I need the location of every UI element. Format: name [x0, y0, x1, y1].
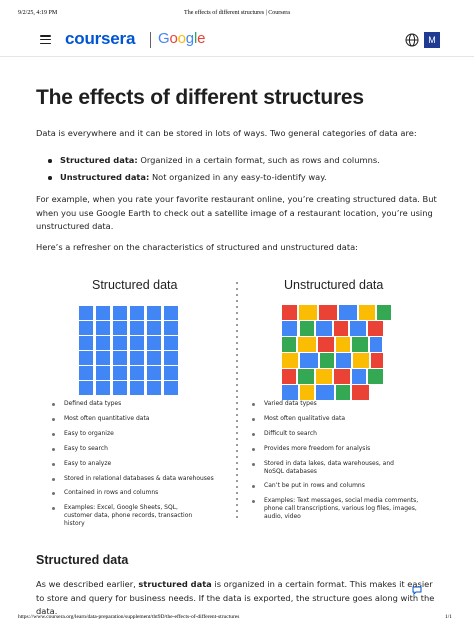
- list-item: Examples: Excel, Google Sheets, SQL, customer data, phone records, transaction history: [52, 504, 202, 528]
- bullet-term: Structured data:: [60, 155, 138, 165]
- data-square: [164, 321, 178, 335]
- paragraph-rest: is organized in a certain format. This makes it easier to store and query for business needs. If the data is exported, the structure goes along with the data.: [36, 579, 435, 616]
- print-header: [0, 10, 474, 20]
- structured-data-paragraph: [36, 578, 440, 619]
- data-block: [300, 321, 314, 336]
- data-square: [113, 351, 127, 365]
- data-square: [147, 321, 161, 335]
- data-block: [371, 353, 383, 368]
- list-item: Contained in rows and columns: [52, 489, 222, 497]
- google-logo-letter: G: [158, 30, 170, 47]
- list-item: Easy to search: [52, 445, 222, 453]
- logo-divider: [150, 32, 151, 48]
- list-item: [48, 169, 440, 186]
- divider-dot: [236, 282, 238, 284]
- menu-icon[interactable]: [40, 35, 51, 44]
- data-block: [352, 337, 368, 352]
- data-block: [319, 305, 337, 320]
- page-number: 1/1: [444, 614, 452, 620]
- coursera-logo[interactable]: coursera: [65, 29, 136, 48]
- data-square: [130, 366, 144, 380]
- data-square: [130, 336, 144, 350]
- divider-dot: [236, 360, 238, 362]
- divider-dot: [236, 438, 238, 440]
- data-square: [79, 366, 93, 380]
- divider-dot: [236, 468, 238, 470]
- divider-dot: [236, 426, 238, 428]
- divider-dot: [236, 474, 238, 476]
- data-square: [147, 306, 161, 320]
- data-square: [96, 336, 110, 350]
- data-block: [300, 385, 314, 400]
- print-footer: [0, 614, 474, 624]
- google-logo-letter: o: [177, 30, 186, 47]
- data-square: [147, 366, 161, 380]
- divider-dot: [236, 342, 238, 344]
- list-item: Most often quantitative data: [52, 415, 222, 423]
- data-square: [113, 321, 127, 335]
- data-block: [300, 353, 318, 368]
- data-square: [147, 351, 161, 365]
- data-square: [96, 381, 110, 395]
- list-item: Can’t be put in rows and columns: [252, 482, 422, 490]
- data-block: [377, 305, 391, 320]
- divider-dot: [236, 408, 238, 410]
- data-block: [282, 369, 296, 384]
- divider-dot: [236, 486, 238, 488]
- data-square: [164, 351, 178, 365]
- globe-icon[interactable]: [405, 33, 419, 47]
- data-square: [130, 351, 144, 365]
- data-block: [334, 369, 350, 384]
- divider-dot: [236, 300, 238, 302]
- divider-dot: [236, 336, 238, 338]
- data-square: [96, 321, 110, 335]
- list-item: Provides more freedom for analysis: [252, 445, 422, 453]
- data-block: [336, 353, 351, 368]
- divider-dot: [236, 462, 238, 464]
- data-block: [298, 337, 316, 352]
- diagram-divider: [236, 282, 238, 522]
- print-url: https://www.coursera.org/learn/data-preparation/supplement/tht9D/the-effects-of-different-structures: [18, 614, 240, 620]
- data-block: [299, 305, 317, 320]
- divider-dot: [236, 294, 238, 296]
- paragraph-lead: As we described earlier,: [36, 579, 139, 589]
- divider-dot: [236, 510, 238, 512]
- user-avatar[interactable]: M: [424, 32, 440, 48]
- list-item: Easy to organize: [52, 430, 222, 438]
- data-block: [368, 321, 383, 336]
- list-item: Most often qualitative data: [252, 415, 422, 423]
- top-navigation-bar: [0, 28, 474, 52]
- divider-dot: [236, 498, 238, 500]
- data-block: [336, 385, 350, 400]
- refresher-paragraph: Here’s a refresher on the characteristics of structured and unstructured data:: [36, 242, 358, 252]
- divider-dot: [236, 420, 238, 422]
- data-block: [298, 369, 314, 384]
- data-block: [370, 337, 382, 352]
- divider-dot: [236, 450, 238, 452]
- data-categories-list: [48, 152, 440, 186]
- data-block: [339, 305, 357, 320]
- bullet-text: Not organized in any easy-to-identify way.: [149, 172, 327, 182]
- list-item: Easy to analyze: [52, 460, 222, 468]
- divider-dot: [236, 312, 238, 314]
- list-item: Stored in relational databases & data warehouses: [52, 475, 222, 483]
- bullet-text: Organized in a certain format, such as rows and columns.: [137, 155, 380, 165]
- divider-dot: [236, 354, 238, 356]
- divider-dot: [236, 444, 238, 446]
- divider-dot: [236, 306, 238, 308]
- divider-dot: [236, 378, 238, 380]
- divider-dot: [236, 480, 238, 482]
- list-item: Stored in data lakes, data warehouses, and NoSQL databases: [252, 460, 412, 476]
- data-square: [96, 306, 110, 320]
- list-item: Difficult to search: [252, 430, 422, 438]
- data-block: [368, 369, 383, 384]
- divider-dot: [236, 330, 238, 332]
- data-square: [113, 306, 127, 320]
- data-block: [336, 337, 350, 352]
- divider-dot: [236, 366, 238, 368]
- data-block: [359, 305, 375, 320]
- list-item: Varied data types: [252, 400, 422, 408]
- data-square: [147, 381, 161, 395]
- data-block: [334, 321, 348, 336]
- data-block: [282, 353, 298, 368]
- divider-dot: [236, 372, 238, 374]
- data-square: [96, 366, 110, 380]
- data-block: [318, 337, 334, 352]
- data-square: [164, 366, 178, 380]
- data-square: [113, 336, 127, 350]
- google-logo-letter: e: [197, 30, 206, 47]
- print-datetime: 9/2/25, 4:19 PM: [18, 10, 58, 16]
- data-block: [320, 353, 334, 368]
- data-block: [282, 385, 298, 400]
- divider-dot: [236, 402, 238, 404]
- section-title: Structured data: [36, 553, 129, 567]
- divider-dot: [236, 324, 238, 326]
- divider-dot: [236, 516, 238, 518]
- data-block: [282, 337, 296, 352]
- paragraph-term: structured data: [138, 579, 212, 589]
- data-square: [79, 321, 93, 335]
- data-square: [96, 351, 110, 365]
- data-block: [316, 321, 332, 336]
- divider-dot: [236, 318, 238, 320]
- data-square: [164, 381, 178, 395]
- data-square: [79, 306, 93, 320]
- data-square: [130, 306, 144, 320]
- divider-dot: [236, 456, 238, 458]
- data-block: [352, 369, 366, 384]
- divider-dot: [236, 390, 238, 392]
- data-square: [130, 381, 144, 395]
- header-divider: [0, 56, 474, 57]
- data-block: [316, 369, 332, 384]
- data-square: [113, 366, 127, 380]
- list-item: Examples: Text messages, social media comments, phone call transcriptions, various log files, images, audio, video: [252, 497, 420, 521]
- data-square: [164, 336, 178, 350]
- data-square: [79, 351, 93, 365]
- data-square: [130, 321, 144, 335]
- google-logo-letter: o: [169, 30, 178, 47]
- google-logo-letter: g: [185, 30, 194, 47]
- data-block: [352, 385, 369, 400]
- feedback-icon[interactable]: [412, 586, 422, 595]
- divider-dot: [236, 414, 238, 416]
- list-item: [48, 152, 440, 169]
- divider-dot: [236, 432, 238, 434]
- google-logo-letter: l: [193, 30, 198, 47]
- data-square: [79, 336, 93, 350]
- data-square: [147, 336, 161, 350]
- print-title: The effects of different structures | Coursera: [184, 10, 290, 16]
- example-paragraph: For example, when you rate your favorite restaurant online, you’re creating structured data. But when you use Google Earth to check out a satellite image of a restaurant location, you’re using unstructured data.: [36, 194, 437, 231]
- divider-dot: [236, 348, 238, 350]
- divider-dot: [236, 384, 238, 386]
- divider-dot: [236, 396, 238, 398]
- data-block: [316, 385, 334, 400]
- divider-dot: [236, 492, 238, 494]
- data-block: [282, 305, 297, 320]
- divider-dot: [236, 288, 238, 290]
- data-block: [350, 321, 366, 336]
- google-logo: [158, 30, 205, 47]
- data-block: [282, 321, 297, 336]
- list-item: Defined data types: [52, 400, 222, 408]
- bullet-term: Unstructured data:: [60, 172, 150, 182]
- data-square: [79, 381, 93, 395]
- data-block: [353, 353, 369, 368]
- data-square: [164, 306, 178, 320]
- intro-paragraph: Data is everywhere and it can be stored in lots of ways. Two general categories of data are:: [36, 128, 417, 138]
- page-title: The effects of different structures: [36, 86, 364, 109]
- data-square: [113, 381, 127, 395]
- unstructured-diagram-title: Unstructured data: [284, 278, 384, 292]
- divider-dot: [236, 504, 238, 506]
- structured-diagram-title: Structured data: [92, 278, 178, 292]
